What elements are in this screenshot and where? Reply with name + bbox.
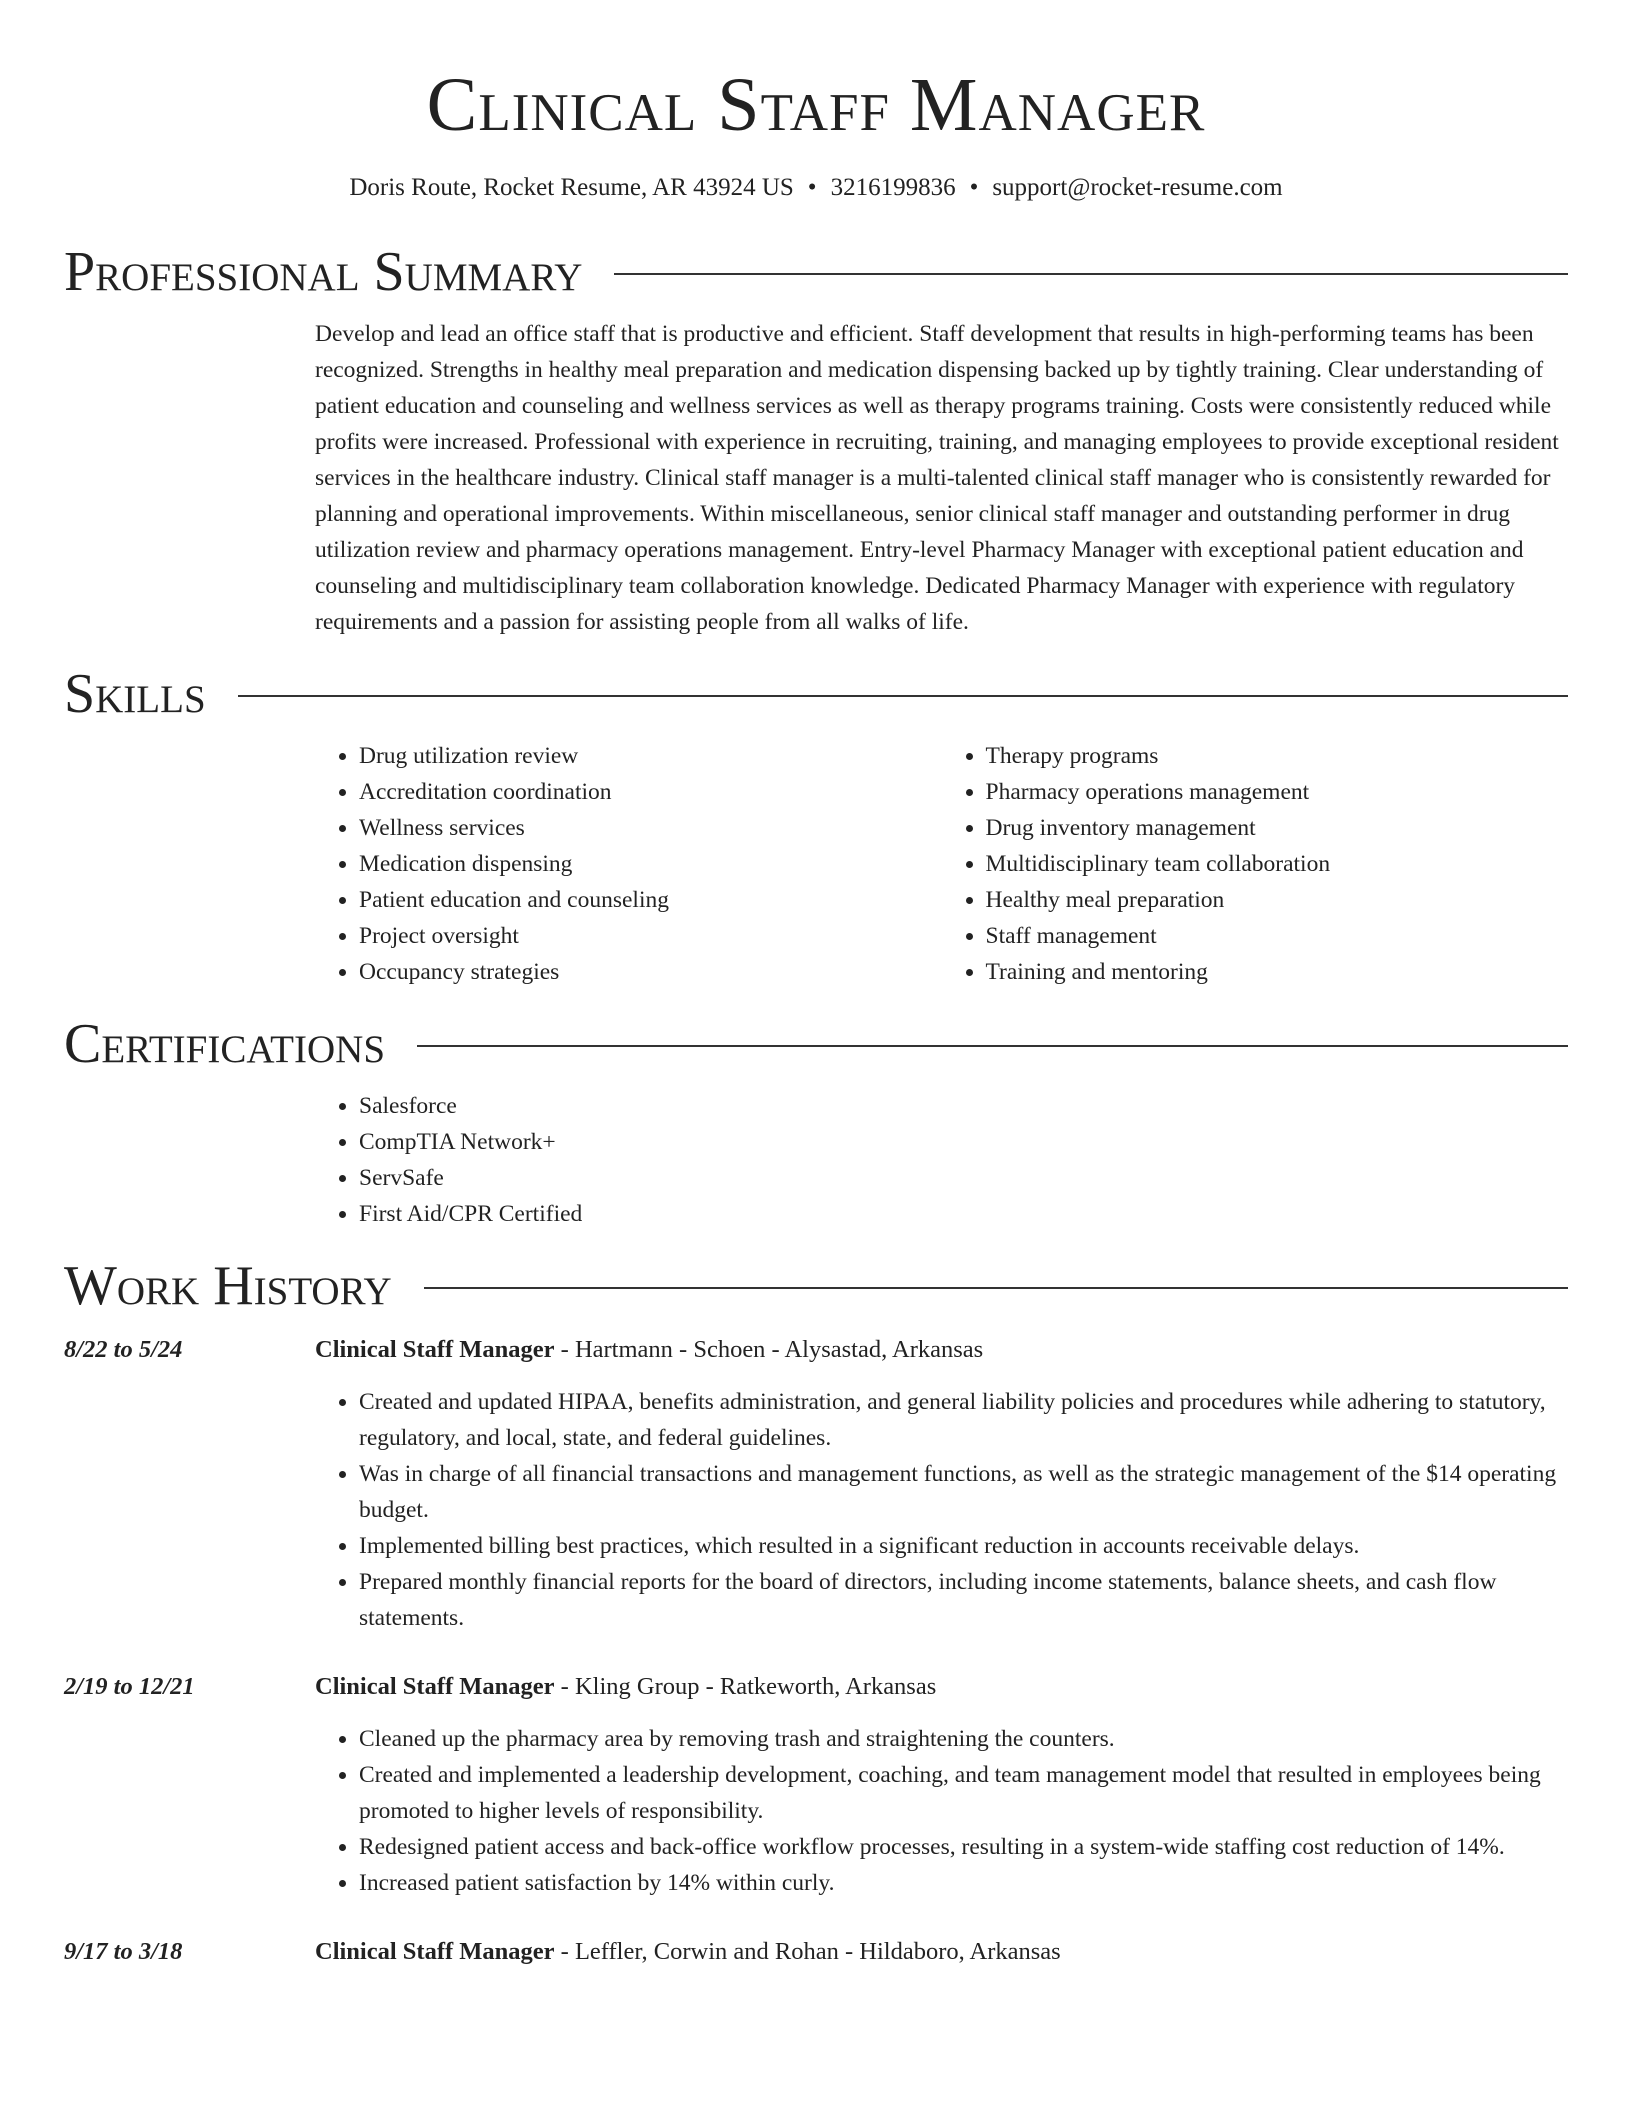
section-divider (424, 1287, 1568, 1289)
job-title-line (315, 1332, 1568, 1368)
contact-address: Doris Route, Rocket Resume, AR 43924 US (349, 174, 794, 201)
list-item: • Project oversight (359, 918, 942, 954)
job-title: Clinical Staff Manager (315, 1336, 555, 1363)
skills-list-left (315, 738, 942, 990)
job-company-location: - Hartmann - Schoen - Alysastad, Arkansas (554, 1336, 984, 1363)
job-entry (64, 1332, 1568, 1636)
job-details (315, 1332, 1568, 1636)
list-item: • Pharmacy operations management (986, 774, 1569, 810)
summary-section-title: Professional Summary (64, 241, 583, 303)
list-item: • Wellness services (359, 810, 942, 846)
list-item: • Created and implemented a leadership development, coaching, and team management model that resulted in employees being promoted to higher levels of responsibility. (359, 1757, 1568, 1829)
certifications-section-body (315, 1088, 1568, 1232)
job-bullets (315, 1384, 1568, 1636)
list-item: • Prepared monthly financial reports for the board of directors, including income statements, balance sheets, and cash flow statements. (359, 1564, 1568, 1636)
contact-line (64, 172, 1568, 204)
job-title-line (315, 1934, 1568, 1970)
work-section-header (64, 1254, 1568, 1318)
list-item: • Staff management (986, 918, 1569, 954)
certifications-section-header (64, 1012, 1568, 1076)
list-item: • Created and updated HIPAA, benefits administration, and general liability policies and procedures while adhering to statutory, regulatory, and local, state, and federal guidelines. (359, 1384, 1568, 1456)
list-item: • Drug inventory management (986, 810, 1569, 846)
section-divider (417, 1045, 1568, 1047)
list-item: • Therapy programs (986, 738, 1569, 774)
list-item: • Salesforce (359, 1088, 1568, 1124)
contact-separator: • (969, 174, 979, 201)
job-details (315, 1934, 1568, 1970)
job-title: Clinical Staff Manager (315, 1673, 555, 1700)
skills-section-title: Skills (64, 663, 206, 725)
job-entry (64, 1934, 1568, 1970)
job-dates: 9/17 to 3/18 (64, 1938, 183, 1965)
job-details (315, 1669, 1568, 1901)
list-item: • First Aid/CPR Certified (359, 1196, 1568, 1232)
contact-phone: 3216199836 (830, 174, 956, 201)
list-item: • Implemented billing best practices, which resulted in a significant reduction in accounts receivable delays. (359, 1528, 1568, 1564)
skills-section-header (64, 662, 1568, 726)
job-dates: 8/22 to 5/24 (64, 1336, 183, 1363)
list-item: • Training and mentoring (986, 954, 1569, 990)
list-item: • Occupancy strategies (359, 954, 942, 990)
list-item: • Medication dispensing (359, 846, 942, 882)
certifications-section-title: Certifications (64, 1013, 386, 1075)
skills-list-right (942, 738, 1569, 990)
list-item: • Redesigned patient access and back-office workflow processes, resulting in a system-wide staffing cost reduction of 14%. (359, 1829, 1568, 1865)
list-item: • Accreditation coordination (359, 774, 942, 810)
summary-text: Develop and lead an office staff that is productive and efficient. Staff development that results in high-performing teams has been recognized. Strengths in healthy meal preparation and medication dispensing backed up by tightly training. Clear understanding of patient education and counseling and wellness services as well as therapy programs training. Costs were consistently reduced while profits were increased. Professional with experience in recruiting, training, and managing employees to provide exceptional resident services in the healthcare industry. Clinical staff manager is a multi-talented clinical staff manager who is consistently rewarded for planning and operational improvements. Within miscellaneous, senior clinical staff manager and outstanding performer in drug utilization review and pharmacy operations management. Entry-level Pharmacy Manager with exceptional patient education and counseling and multidisciplinary team collaboration knowledge. Dedicated Pharmacy Manager with experience with regulatory requirements and a passion for assisting people from all walks of life. (315, 321, 1559, 635)
list-item: • Drug utilization review (359, 738, 942, 774)
job-entry (64, 1669, 1568, 1901)
resume-name: Clinical Staff Manager (426, 63, 1206, 147)
job-bullets (315, 1721, 1568, 1901)
list-item: • Was in charge of all financial transactions and management functions, as well as the strategic management of the $14 operating budget. (359, 1456, 1568, 1528)
list-item: • ServSafe (359, 1160, 1568, 1196)
list-item: • Healthy meal preparation (986, 882, 1569, 918)
work-section-title: Work History (64, 1255, 392, 1317)
job-company-location: - Leffler, Corwin and Rohan - Hildaboro, Arkansas (554, 1938, 1061, 1965)
summary-section-header (64, 240, 1568, 304)
job-dates: 2/19 to 12/21 (64, 1673, 195, 1700)
contact-separator: • (807, 174, 817, 201)
list-item: • CompTIA Network+ (359, 1124, 1568, 1160)
summary-section-body (315, 316, 1568, 640)
job-company-location: - Kling Group - Ratkeworth, Arkansas (554, 1673, 937, 1700)
section-divider (614, 273, 1568, 275)
list-item: • Patient education and counseling (359, 882, 942, 918)
contact-email: support@rocket-resume.com (992, 174, 1283, 201)
job-title-line (315, 1669, 1568, 1705)
list-item: • Increased patient satisfaction by 14% within curly. (359, 1865, 1568, 1901)
list-item: • Cleaned up the pharmacy area by removing trash and straightening the counters. (359, 1721, 1568, 1757)
section-divider (238, 695, 1568, 697)
certifications-list (315, 1088, 1568, 1232)
skills-section-body (315, 738, 1568, 990)
list-item: • Multidisciplinary team collaboration (986, 846, 1569, 882)
job-title: Clinical Staff Manager (315, 1938, 555, 1965)
